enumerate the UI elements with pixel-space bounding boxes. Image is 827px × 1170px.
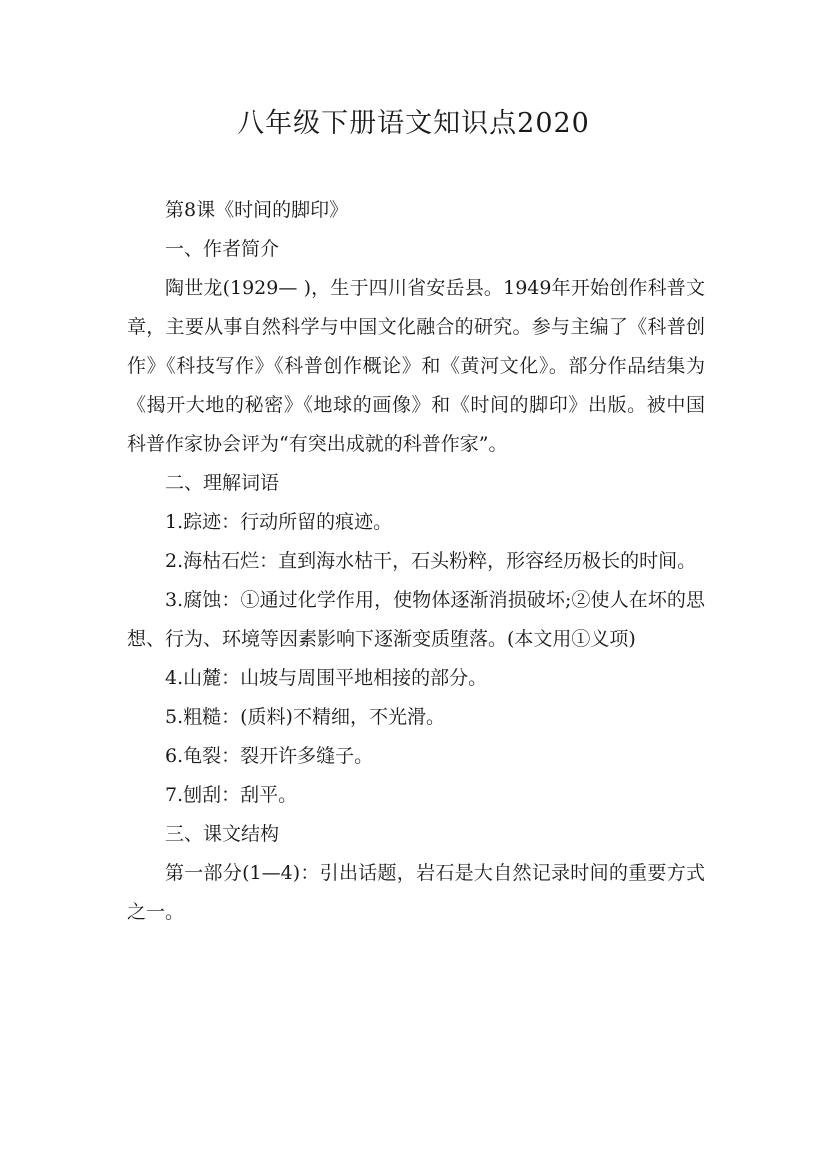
section-heading-vocabulary: 二、理解词语 xyxy=(165,472,280,494)
vocabulary-item: 7.刨刮：刮平。 xyxy=(165,784,298,806)
vocabulary-item: 3.腐蚀：①通过化学作用，使物体逐渐消损破坏;②使人在坏的思想、行为、环境等因素影响下逐渐变质堕落。(本文用①义项) xyxy=(127,589,705,650)
vocabulary-item: 1.踪迹：行动所留的痕迹。 xyxy=(165,511,393,533)
vocabulary-item: 5.粗糙：(质料)不精细，不光滑。 xyxy=(165,706,445,728)
vocabulary-item: 6.龟裂：裂开许多缝子。 xyxy=(165,745,374,767)
document-title: 八年级下册语文知识点2020 xyxy=(237,108,590,139)
author-intro-paragraph: 陶世龙(1929— )，生于四川省安岳县。1949年开始创作科普文章，主要从事自然科学与中国文化融合的研究。参与主编了《科普创作》《科技写作》《科普创作概论》和《黄河文化》。部分作品结集为《揭开大地的秘密》《地球的画像》和《时间的脚印》出版。被中国科普作家协会评为“有突出成就的科普作家”。 xyxy=(127,277,705,455)
section-heading-structure: 三、课文结构 xyxy=(165,823,280,845)
vocabulary-item: 2.海枯石烂：直到海水枯干，石头粉粹，形容经历极长的时间。 xyxy=(165,550,697,572)
document-body xyxy=(127,191,705,932)
vocabulary-item: 4.山麓：山坡与周围平地相接的部分。 xyxy=(165,667,488,689)
lesson-heading: 第8课《时间的脚印》 xyxy=(165,199,349,221)
structure-paragraph: 第一部分(1—4)：引出话题，岩石是大自然记录时间的重要方式之一。 xyxy=(127,862,705,923)
section-heading-author: 一、作者简介 xyxy=(165,238,280,260)
